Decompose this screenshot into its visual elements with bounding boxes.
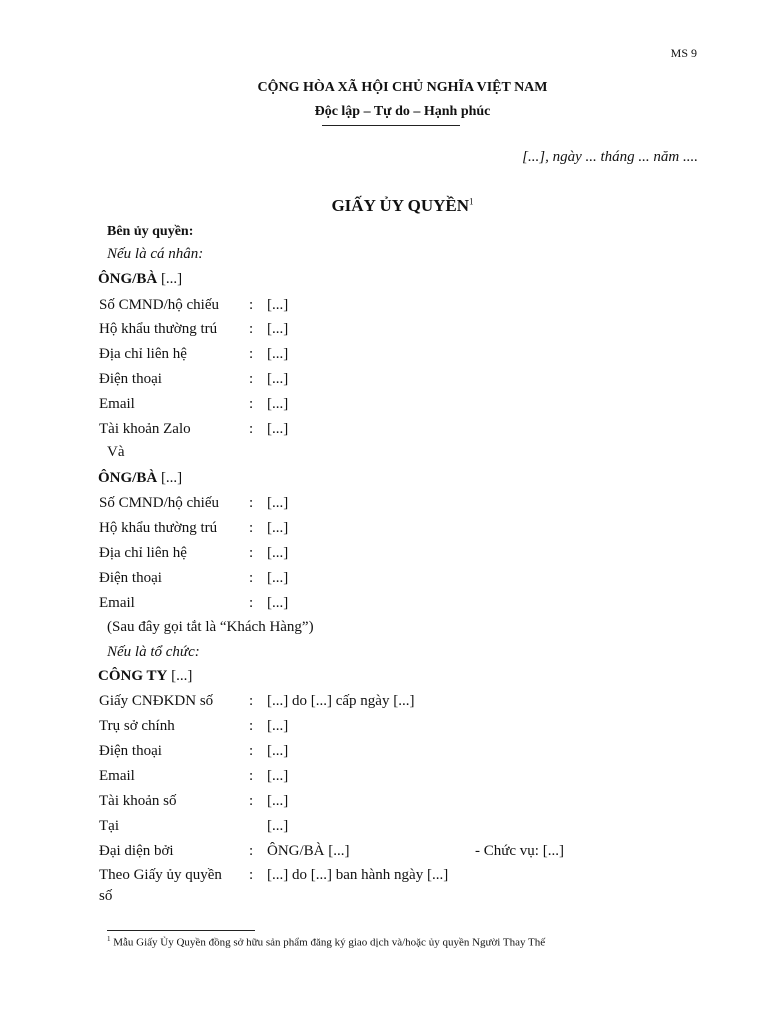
row-value: [...] bbox=[267, 793, 289, 809]
row-value: [...] bbox=[267, 297, 289, 313]
row-label: Hộ khẩu thường trú bbox=[99, 520, 218, 536]
person-2-heading bbox=[98, 470, 182, 487]
row-label: Điện thoại bbox=[99, 570, 162, 586]
row-value: [...] bbox=[267, 545, 289, 561]
row-colon: : bbox=[249, 421, 254, 437]
row-label: Đại diện bởi bbox=[99, 843, 174, 859]
authorization-label-continuation: số bbox=[99, 888, 113, 904]
row-value: [...] do [...] ban hành ngày [...] bbox=[267, 867, 449, 883]
date-line: [...], ngày ... tháng ... năm .... bbox=[522, 149, 698, 165]
row-value: [...] bbox=[267, 371, 289, 387]
row-colon: : bbox=[249, 793, 254, 809]
title-footnote-mark: 1 bbox=[469, 196, 474, 207]
national-motto: Độc lập – Tự do – Hạnh phúc bbox=[314, 104, 491, 119]
row-label: Email bbox=[99, 396, 135, 412]
and-text: Và bbox=[107, 444, 125, 460]
row-colon: : bbox=[249, 297, 254, 313]
individual-intro: Nếu là cá nhân: bbox=[107, 246, 204, 262]
row-value: [...] bbox=[267, 321, 289, 337]
document-title-text: GIẤY ỦY QUYỀN bbox=[331, 196, 470, 215]
hereinafter-note: (Sau đây gọi tắt là “Khách Hàng”) bbox=[107, 619, 314, 635]
row-value: [...] bbox=[267, 346, 289, 362]
row-value: [...] bbox=[267, 396, 289, 412]
form-code: MS 9 bbox=[670, 46, 697, 60]
national-title: CỘNG HÒA XÃ HỘI CHỦ NGHĨA VIỆT NAM bbox=[257, 80, 548, 95]
row-label: Tài khoản số bbox=[99, 793, 177, 809]
row-label: Tại bbox=[99, 818, 119, 834]
row-value: [...] do [...] cấp ngày [...] bbox=[267, 693, 415, 709]
row-label: Email bbox=[99, 768, 135, 784]
row-label: Số CMND/hộ chiếu bbox=[99, 495, 219, 511]
row-value: [...] bbox=[267, 768, 289, 784]
footnote-text: Mẫu Giấy Ủy Quyền đồng sở hữu sản phẩm đăng ký giao dịch và/hoặc ủy quyền Người Thay Thế bbox=[113, 936, 546, 949]
document-title bbox=[0, 196, 768, 216]
row-label: Điện thoại bbox=[99, 371, 162, 387]
footnote-mark: 1 bbox=[107, 935, 111, 943]
person-2-title: ÔNG/BÀ bbox=[98, 470, 158, 486]
footnote-separator bbox=[107, 930, 255, 931]
row-value: [...] bbox=[267, 818, 289, 834]
principal-label: Bên ủy quyền: bbox=[107, 224, 194, 239]
row-colon: : bbox=[249, 693, 254, 709]
row-colon: : bbox=[249, 545, 254, 561]
row-colon: : bbox=[249, 843, 254, 859]
row-colon: : bbox=[249, 346, 254, 362]
footnote bbox=[107, 935, 545, 949]
row-value: [...] bbox=[267, 520, 289, 536]
row-label: Email bbox=[99, 595, 135, 611]
row-colon: : bbox=[249, 520, 254, 536]
row-value: [...] bbox=[267, 495, 289, 511]
row-colon: : bbox=[249, 743, 254, 759]
row-colon: : bbox=[249, 396, 254, 412]
row-colon: : bbox=[249, 768, 254, 784]
organization-intro: Nếu là tổ chức: bbox=[107, 644, 200, 660]
row-colon: : bbox=[249, 495, 254, 511]
motto-underline bbox=[322, 125, 460, 126]
row-label: Tài khoản Zalo bbox=[99, 421, 191, 437]
person-2-name: [...] bbox=[160, 470, 183, 486]
company-heading bbox=[98, 668, 192, 685]
person-1-heading bbox=[98, 271, 182, 288]
row-value: ÔNG/BÀ [...] bbox=[267, 843, 350, 859]
row-position: - Chức vụ: [...] bbox=[475, 843, 564, 859]
row-colon: : bbox=[249, 570, 254, 586]
row-value: [...] bbox=[267, 570, 289, 586]
person-1-title: ÔNG/BÀ bbox=[98, 271, 158, 287]
row-label: Số CMND/hộ chiếu bbox=[99, 297, 219, 313]
row-value: [...] bbox=[267, 595, 289, 611]
row-value: [...] bbox=[267, 743, 289, 759]
row-colon: : bbox=[249, 595, 254, 611]
row-colon: : bbox=[249, 371, 254, 387]
row-colon: : bbox=[249, 867, 254, 883]
row-colon: : bbox=[249, 321, 254, 337]
row-label: Hộ khẩu thường trú bbox=[99, 321, 218, 337]
row-value: [...] bbox=[267, 421, 289, 437]
row-value: [...] bbox=[267, 718, 289, 734]
row-label: Theo Giấy ủy quyền bbox=[99, 867, 222, 883]
company-title: CÔNG TY bbox=[98, 668, 168, 684]
row-label: Địa chỉ liên hệ bbox=[99, 346, 187, 362]
company-name: [...] bbox=[171, 668, 193, 684]
row-label: Giấy CNĐKDN số bbox=[99, 693, 214, 709]
row-label: Điện thoại bbox=[99, 743, 162, 759]
row-colon: : bbox=[249, 718, 254, 734]
row-label: Trụ sở chính bbox=[99, 718, 175, 734]
person-1-name: [...] bbox=[160, 271, 183, 287]
row-label: Địa chỉ liên hệ bbox=[99, 545, 187, 561]
